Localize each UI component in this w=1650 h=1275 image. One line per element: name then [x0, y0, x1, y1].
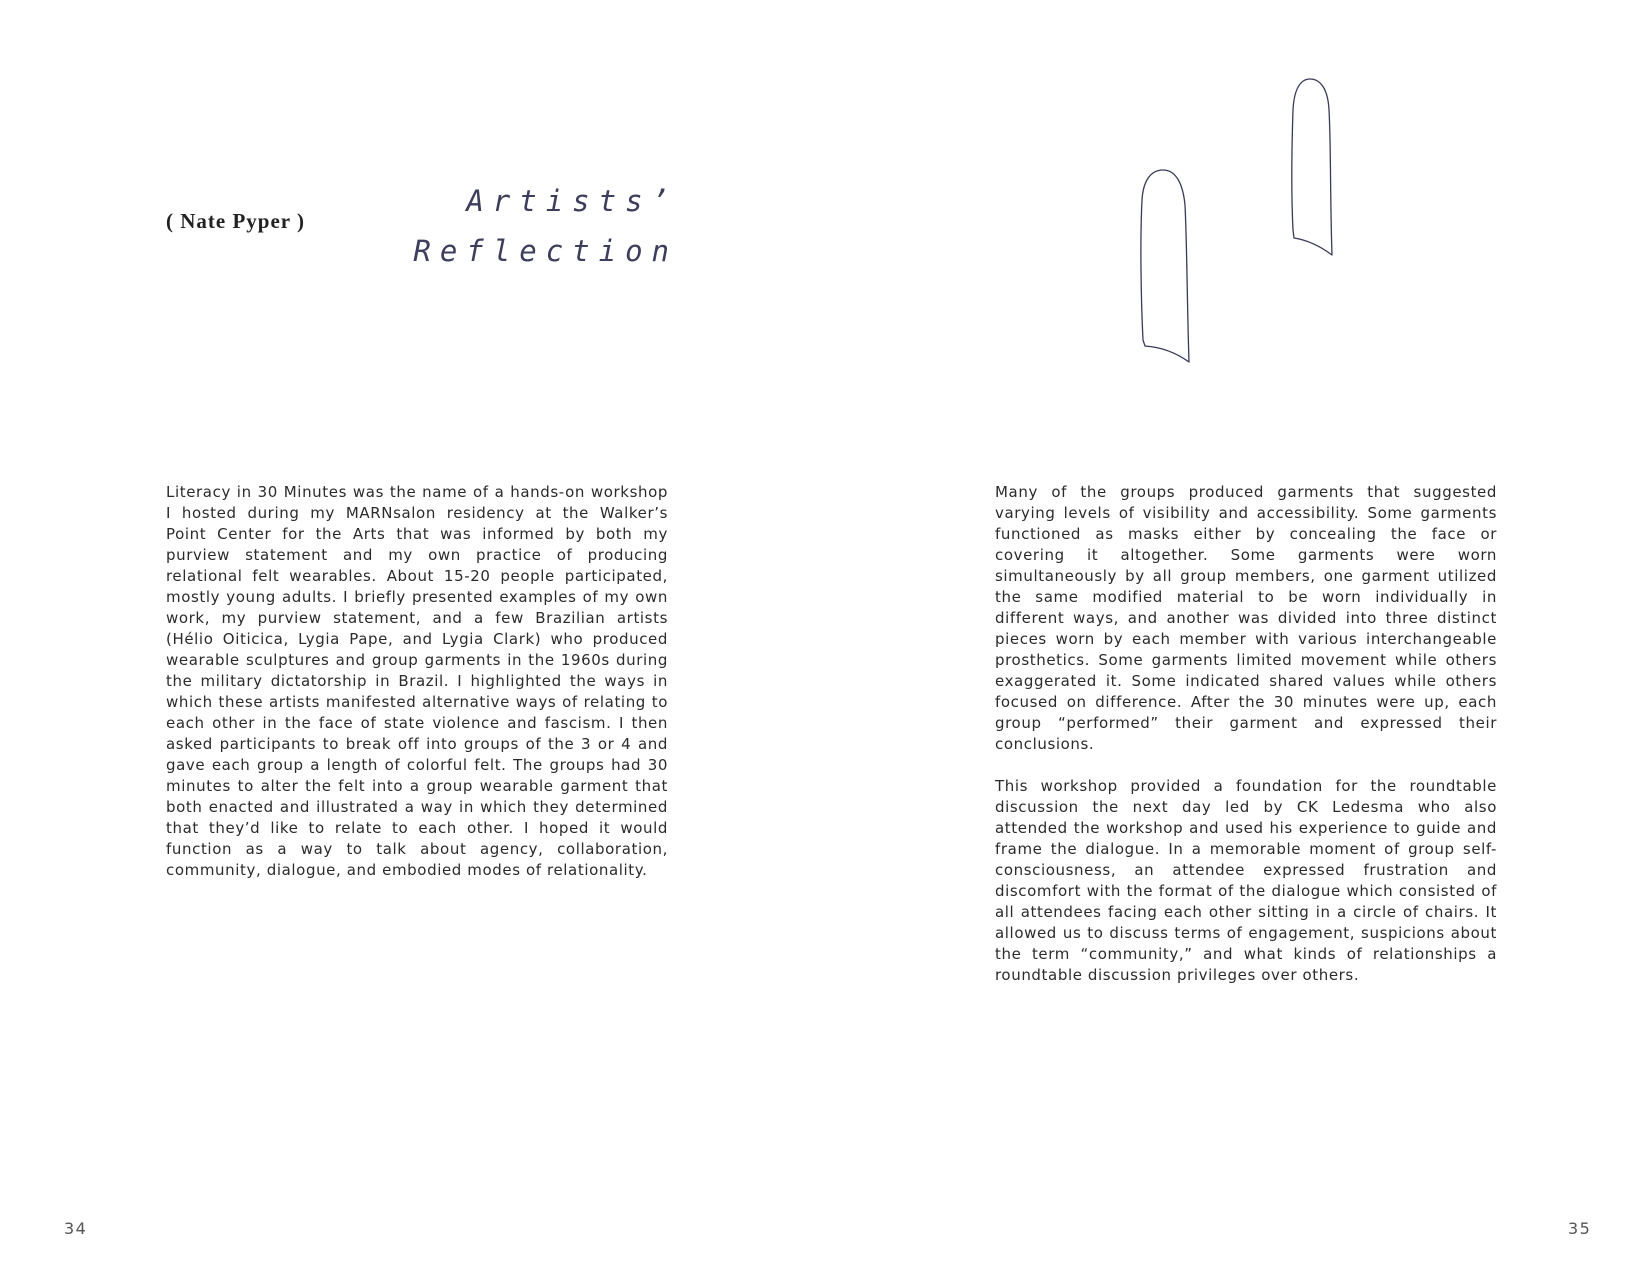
right-arch-outline: [1292, 79, 1332, 255]
title-line-1: Artists’: [466, 184, 678, 218]
left-paragraph: Literacy in 30 Minutes was the name of a hands-on workshop I hosted during my MARNsalon residency at the Walker’s Point Center for the Arts that was informed by both my purview statement and my own practice of producing relational felt wearables. About 15-20 people participated, mostly young adults. I briefly presented examples of my own work, my purview statement, and a few Brazilian artists (Hélio Oiticica, Lygia Pape, and Lygia Clark) who produced wearable sculptures and group garments in the 1960s during the military dictatorship in Brazil. I highlighted the ways in which these artists manifested alternative ways of relating to each other in the face of state violence and fascism. I then asked participants to break off into groups of the 3 or 4 and gave each group a length of colorful felt. The groups had 30 minutes to alter the felt into a group wearable garment that both enacted and illustrated a way in which they determined that they’d like to relate to each other. I hoped it would function as a way to talk about agency, collaboration, community, dialogue, and embodied modes of relationality.: [166, 483, 668, 879]
page-title: [413, 176, 678, 276]
right-paragraph-2: This workshop provided a foundation for the roundtable discussion the next day led by CK Ledesma who also attended the workshop and used his experience to guide and frame the dialogue. In a memorable moment of group self-consciousness, an attendee expressed frustration and discomfort with the format of the dialogue which consisted of all attendees facing each other sitting in a circle of chairs. It allowed us to discuss terms of engagement, suspicions about the term “community,” and what kinds of relationships a roundtable discussion privileges over others.: [995, 777, 1497, 984]
page-number-left: 34: [64, 1219, 88, 1238]
right-body-text: [995, 482, 1497, 986]
title-line-2: Reflection: [413, 234, 678, 268]
page-number-right: 35: [1568, 1219, 1592, 1238]
left-body-text: [166, 482, 668, 881]
arch-illustration: [1130, 70, 1380, 390]
right-paragraph-1: Many of the groups produced garments that suggested varying levels of visibility and accessibility. Some garments functioned as masks either by concealing the face or covering it altogether. Some garments were worn simultaneously by all group members, one garment utilized the same modified material to be worn individually in different ways, and another was divided into three distinct pieces worn by each member with various interchangeable prosthetics. Some garments limited movement while others exaggerated it. Some indicated shared values while others focused on difference. After the 30 minutes were up, each group “performed” their garment and expressed their conclusions.: [995, 483, 1497, 753]
author-name: ( Nate Pyper ): [166, 209, 305, 233]
left-arch-outline: [1141, 170, 1189, 362]
